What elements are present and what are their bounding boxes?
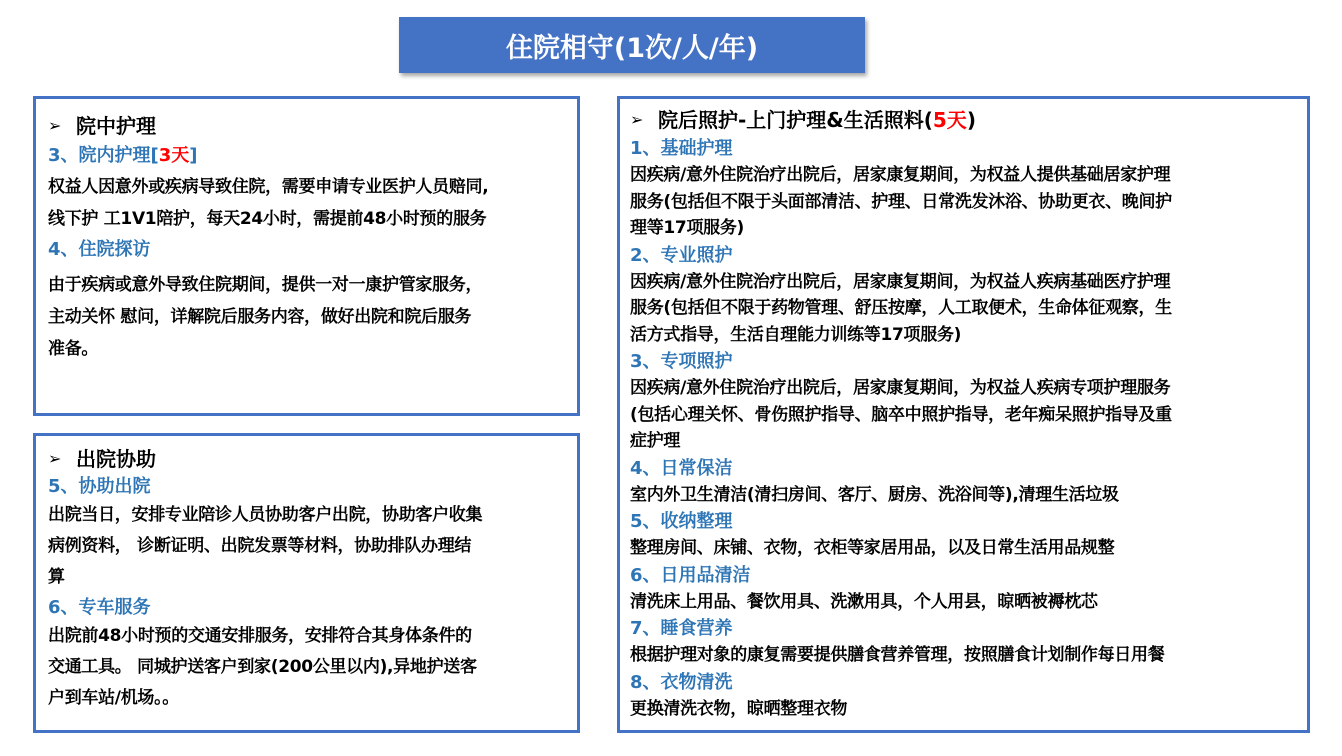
item-title-hospital-visit: 4、住院探访 — [48, 239, 151, 260]
text-line: 出院当日，安排专业陪诊人员协助客户出院，协助客户收集 — [48, 505, 483, 525]
days-highlight: 5天 — [932, 108, 967, 132]
post-hospital-care-panel — [617, 96, 1310, 733]
item-title-daily-items-cleaning: 6、日用品清洁 — [630, 564, 751, 586]
text-line: 理等17项服务) — [630, 218, 745, 238]
text-line: 室内外卫生清洁(清扫房间、客厅、厨房、洗浴间等),清理生活垃圾 — [630, 484, 1119, 505]
text-line: 因疾病/意外住院治疗出院后，居家康复期间，为权益人疾病专项护理服务 — [630, 378, 1171, 398]
item-title-suffix: ] — [189, 145, 198, 166]
discharge-heading-text: 出院协助 — [76, 447, 156, 471]
item-title-inhospital-care — [48, 143, 577, 169]
inpatient-care-panel — [33, 96, 580, 416]
item-title-basic-care: 1、基础护理 — [630, 138, 733, 159]
item-text-professional-care — [630, 269, 1303, 349]
post-heading-suffix: ) — [966, 108, 976, 132]
item-text-car-service — [48, 621, 573, 714]
text-line: 因疾病/意外住院治疗出院后，居家康复期间，为权益人疾病基础医疗护理 — [630, 271, 1171, 292]
text-line: 整理房间、床铺、衣物，衣柜等家居用品，以及日常生活用品规整 — [630, 538, 1115, 558]
item-text-special-care — [630, 375, 1303, 455]
item-title-storage-organizing: 5、收纳整理 — [630, 511, 733, 532]
text-line: 准备。 — [48, 339, 99, 359]
text-line: (包括心理关怀、骨伤照护指导、脑卒中照护指导，老年痴呆照护指导及重 — [630, 404, 1172, 425]
item-title-prefix: 3、院内护理[ — [48, 145, 159, 166]
item-text-storage-organizing — [630, 535, 1303, 562]
post-heading — [630, 105, 1307, 135]
text-line: 更换清洗衣物，晾晒整理衣物 — [630, 698, 848, 719]
item-text-hospital-visit — [48, 269, 573, 365]
item-title-daily-cleaning: 4、日常保洁 — [630, 457, 733, 479]
days-highlight: 3天 — [158, 145, 190, 166]
item-text-laundry — [630, 696, 1303, 723]
text-line: 病例资料， 诊断证明、出院发票等材料，协助排队办理结 — [48, 536, 472, 556]
text-line: 症护理 — [630, 431, 681, 451]
text-line: 交通工具。 同城护送客户到家(200公里以内),异地护送客 — [48, 657, 477, 677]
inpatient-heading — [48, 111, 577, 141]
item-text-diet-nutrition — [630, 642, 1303, 669]
item-text-inhospital-care — [48, 171, 573, 235]
item-title-diet-nutrition: 7、睡食营养 — [630, 618, 733, 639]
text-line: 因疾病/意外住院治疗出院后，居家康复期间，为权益人提供基础居家护理 — [630, 165, 1171, 185]
discharge-assistance-panel — [33, 433, 580, 733]
text-line: 权益人因意外或疾病导致住院，需要申请专业医护人员赔同, — [48, 177, 489, 197]
text-line: 活方式指导，生活自理能力训练等17项服务) — [630, 324, 962, 345]
text-line: 服务(包括但不限于头面部清洁、护理、日常洗发沐浴、协助更衣、晚间护 — [630, 191, 1172, 212]
item-title-special-care: 3、专项照护 — [630, 351, 733, 372]
item-text-daily-items-cleaning — [630, 589, 1303, 616]
item-title-professional-care: 2、专业照护 — [630, 244, 733, 266]
arrow-bullet-icon: ➢ — [48, 449, 62, 468]
item-title-laundry: 8、衣物清洗 — [630, 671, 733, 693]
item-text-daily-cleaning — [630, 482, 1303, 509]
arrow-bullet-icon: ➢ — [630, 110, 644, 129]
text-line: 根据护理对象的康复需要提供膳食营养管理，按照膳食计划制作每日用餐 — [630, 645, 1165, 665]
item-text-basic-care — [630, 162, 1303, 242]
inpatient-heading-text: 院中护理 — [76, 114, 156, 138]
item-text-discharge-help — [48, 500, 573, 593]
post-heading-text — [658, 105, 976, 135]
text-line: 出院前48小时预的交通安排服务，安排符合其身体条件的 — [48, 626, 472, 646]
text-line: 算 — [48, 567, 65, 587]
discharge-heading — [48, 444, 577, 474]
text-line: 主动关怀 慰问，详解院后服务内容，做好出院和院后服务 — [48, 307, 472, 327]
text-line: 由于疾病或意外导致住院期间，提供一对一康护管家服务， — [48, 275, 483, 295]
text-line: 户到车站/机场。。 — [48, 688, 180, 708]
page-title: 住院相守(1次/人/年) — [399, 17, 865, 73]
arrow-bullet-icon: ➢ — [48, 116, 62, 135]
item-title-discharge-help: 5、协助出院 — [48, 476, 151, 497]
post-heading-prefix: 院后照护-上门护理&生活照料( — [658, 108, 933, 132]
text-line: 清洗床上用品、餐饮用具、洗漱用具，个人用县，晾晒被褥枕芯 — [630, 591, 1098, 612]
text-line: 线下护 工1V1陪护，每天24小时，需提前48小时预的服务 — [48, 209, 487, 229]
item-title-car-service: 6、专车服务 — [48, 597, 151, 618]
text-line: 服务(包括但不限于药物管理、舒压按摩，人工取便术，生命体征观察，生 — [630, 298, 1172, 318]
